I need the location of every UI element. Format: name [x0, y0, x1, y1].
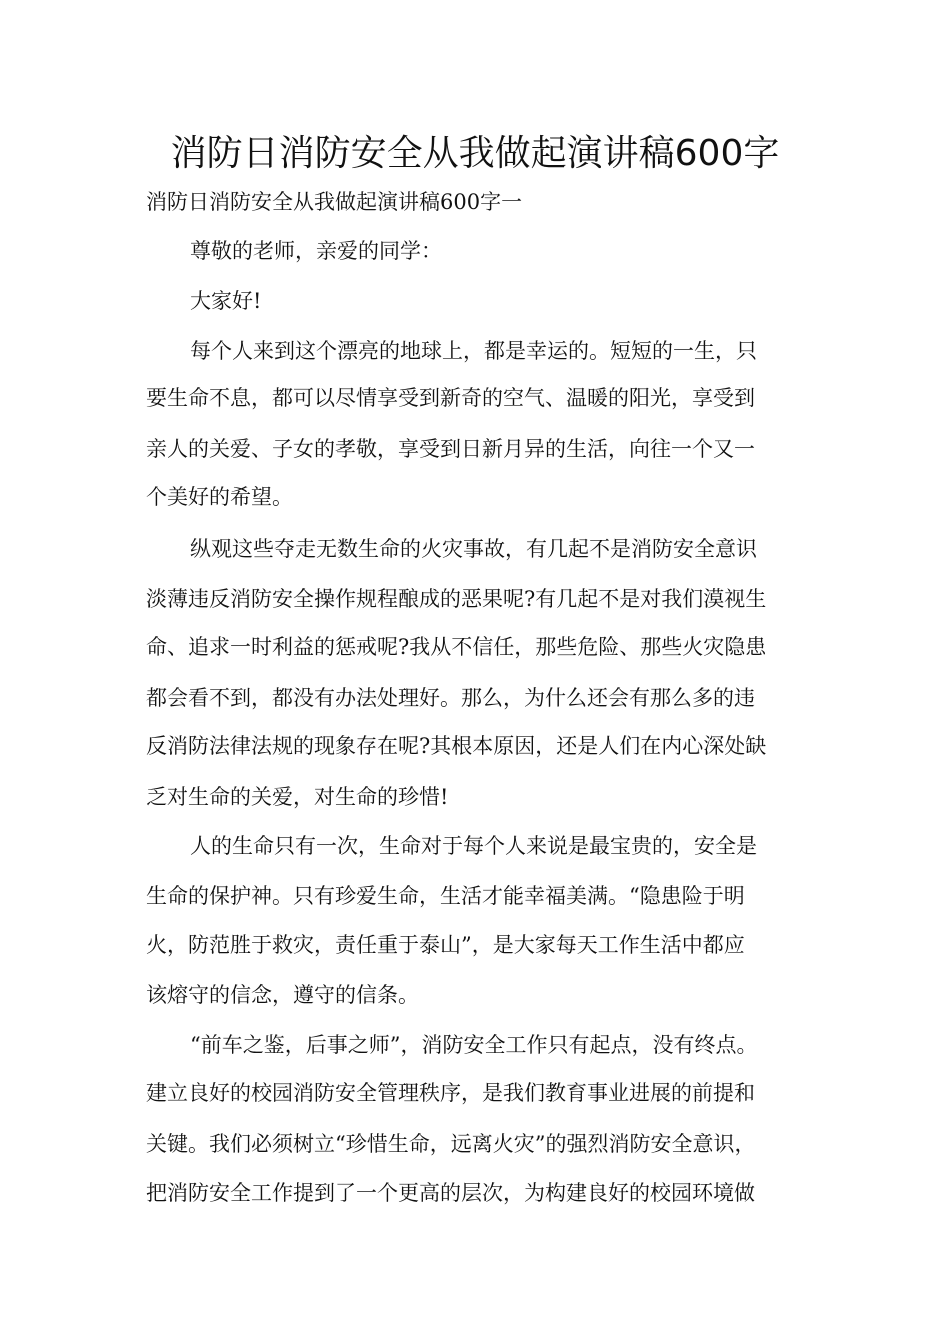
paragraph-line: 关键。我们必须树立“珍惜生命，远离火灾”的强烈消防安全意识，: [146, 1132, 756, 1156]
paragraph-line: 亲人的关爱、子女的孝敬，享受到日新月异的生活，向往一个又一: [146, 437, 755, 461]
paragraph-line: “前车之鉴，后事之师”，消防安全工作只有起点，没有终点。: [190, 1033, 758, 1057]
paragraph-line: 该熔守的信念，遵守的信条。: [146, 983, 419, 1007]
paragraph-line: 火，防范胜于救灾，责任重于泰山”，是大家每天工作生活中都应: [146, 933, 745, 957]
salutation: 尊敬的老师，亲爱的同学：: [190, 239, 442, 263]
paragraph-line: 人的生命只有一次，生命对于每个人来说是最宝贵的，安全是: [190, 834, 757, 858]
paragraph-line: 命、追求一时利益的惩戒呢?我从不信任，那些危险、那些火灾隐患: [146, 635, 767, 659]
paragraph-line: 纵观这些夺走无数生命的火灾事故，有几起不是消防安全意识: [190, 537, 757, 561]
paragraph-line: 建立良好的校园消防安全管理秩序，是我们教育事业进展的前提和: [146, 1081, 755, 1105]
paragraph-line: 乏对生命的关爱，对生命的珍惜!: [146, 785, 449, 809]
paragraph-line: 生命的保护神。只有珍爱生命，生活才能幸福美满。“隐患险于明: [146, 884, 745, 908]
paragraph-line: 要生命不息，都可以尽情享受到新奇的空气、温暖的阳光，享受到: [146, 386, 755, 410]
paragraph-line: 反消防法律法规的现象存在呢?其根本原因，还是人们在内心深处缺: [146, 734, 767, 758]
document-title: 消防日消防安全从我做起演讲稿600字: [170, 133, 780, 174]
paragraph-line: 个美好的希望。: [146, 485, 293, 509]
greeting: 大家好!: [190, 289, 262, 313]
paragraph-line: 把消防安全工作提到了一个更高的层次，为构建良好的校园环境做: [146, 1181, 755, 1205]
paragraph-line: 每个人来到这个漂亮的地球上，都是幸运的。短短的一生，只: [190, 339, 757, 363]
document-subtitle: 消防日消防安全从我做起演讲稿600字一: [146, 190, 523, 214]
paragraph-line: 淡薄违反消防安全操作规程酿成的恶果呢?有几起不是对我们漠视生: [146, 587, 767, 611]
paragraph-line: 都会看不到，都没有办法处理好。那么，为什么还会有那么多的违: [146, 686, 755, 710]
